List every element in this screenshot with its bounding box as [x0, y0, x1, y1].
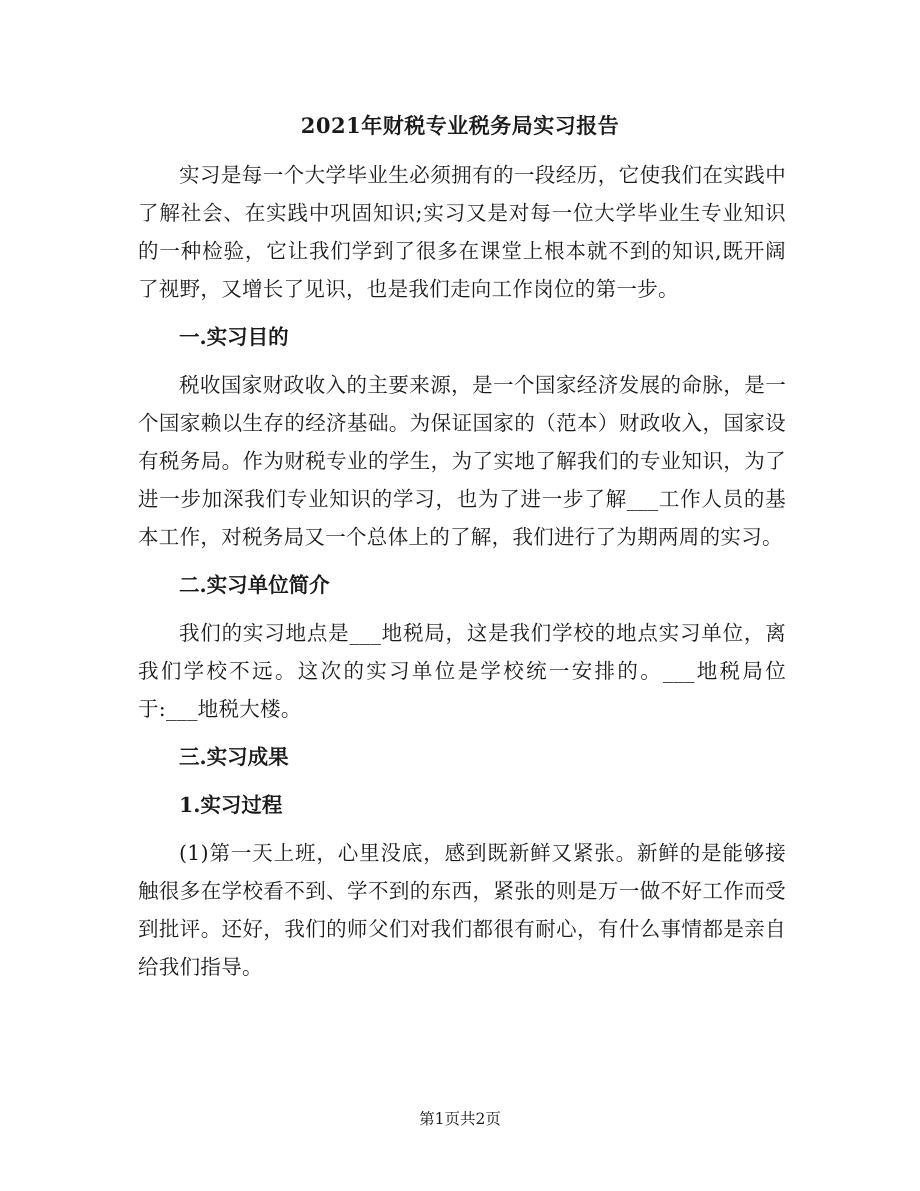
section-paragraph-unit: 我们的实习地点是___地税局，这是我们学校的地点实习单位，离我们学校不远。这次的实习单位是学校统一安排的。___地税局位于:___地税大楼。	[138, 621, 786, 721]
section-heading-unit: 二.实习单位简介	[179, 573, 330, 597]
document-title: 2021年财税专业税务局实习报告	[300, 113, 620, 138]
section-heading-purpose: 一.实习目的	[179, 325, 289, 349]
section-heading-results: 三.实习成果	[179, 745, 289, 769]
page-number: 第1页共2页	[419, 1110, 501, 1128]
intro-paragraph: 实习是每一个大学毕业生必须拥有的一段经历，它使我们在实践中了解社会、在实践中巩固知识;实习又是对每一位大学毕业生专业知识的一种检验，它让我们学到了很多在课堂上根本就不到的知识,既开阔了视野，又增长了见识，也是我们走向工作岗位的第一步。	[138, 163, 786, 301]
subsection-paragraph-process: (1)第一天上班，心里没底，感到既新鲜又紧张。新鲜的是能够接触很多在学校看不到、学不到的东西，紧张的则是万一做不好工作而受到批评。还好，我们的师父们对我们都很有耐心，有什么事情都是亲自给我们指导。	[138, 841, 786, 979]
subsection-heading-process: 1.实习过程	[179, 793, 283, 817]
document-body	[138, 156, 786, 986]
section-paragraph-purpose: 税收国家财政收入的主要来源，是一个国家经济发展的命脉，是一个国家赖以生存的经济基础。为保证国家的（范本）财政收入，国家设有税务局。作为财税专业的学生，为了实地了解我们的专业知识，为了进一步加深我们专业知识的学习，也为了进一步了解___工作人员的基本工作，对税务局又一个总体上的了解，我们进行了为期两周的实习。	[138, 373, 786, 549]
